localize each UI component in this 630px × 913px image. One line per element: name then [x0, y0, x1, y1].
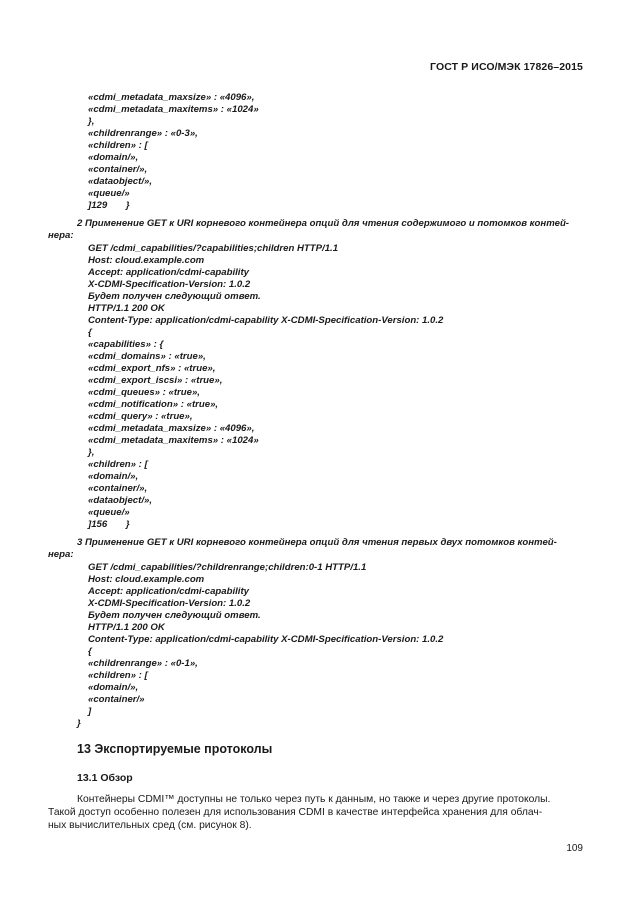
- code-line: Accept: application/cdmi-capability: [88, 586, 249, 597]
- code-line: GET /cdmi_capabilities/?childrenrange;children:0-1 HTTP/1.1: [88, 562, 367, 573]
- code-line: «domain/»,: [88, 682, 139, 693]
- subsection-title: 13.1 Обзор: [77, 772, 133, 784]
- code-line: Будет получен следующий ответ.: [88, 291, 261, 302]
- section-title: 13 Экспортируемые протоколы: [77, 742, 273, 756]
- code-line: Accept: application/cdmi-capability: [88, 267, 249, 278]
- code-line: Host: cloud.example.com: [88, 574, 205, 585]
- paragraph-line: Такой доступ особенно полезен для использования CDMI в качестве интерфейса хранения для облач-: [48, 807, 543, 818]
- note-2-line-1: 2 Применение GET к URI корневого контейнера опций для чтения содержимого и потомков контей-: [77, 218, 569, 229]
- code-line: «children» : [: [88, 459, 148, 470]
- document-header: ГОСТ Р ИСО/МЭК 17826–2015: [430, 61, 583, 73]
- code-line: X-CDMI-Specification-Version: 1.0.2: [88, 598, 251, 609]
- code-line: },: [88, 447, 95, 458]
- code-line: ]156 }: [88, 519, 130, 530]
- code-line: «dataobject/»,: [88, 176, 152, 187]
- code-line: HTTP/1.1 200 OK: [88, 303, 165, 314]
- code-line: «domain/»,: [88, 152, 139, 163]
- code-line: «cdmi_export_iscsi» : «true»,: [88, 375, 223, 386]
- code-line: «container/»: [88, 694, 145, 705]
- paragraph-line: ных вычислительных сред (см. рисунок 8).: [48, 820, 252, 831]
- code-line: «cdmi_metadata_maxsize» : «4096»,: [88, 92, 255, 103]
- code-line: «childrenrange» : «0-3»,: [88, 128, 198, 139]
- code-line: «container/»,: [88, 483, 148, 494]
- code-line: «queue/»: [88, 188, 130, 199]
- code-line: }: [77, 718, 81, 729]
- code-line: Host: cloud.example.com: [88, 255, 205, 266]
- paragraph-line: Контейнеры CDMI™ доступны не только через путь к данным, но также и через другие протоколы.: [77, 794, 551, 805]
- code-line: «dataobject/»,: [88, 495, 152, 506]
- code-line: Content-Type: application/cdmi-capability X-CDMI-Specification-Version: 1.0.2: [88, 315, 444, 326]
- code-line: «cdmi_metadata_maxitems» : «1024»: [88, 104, 259, 115]
- code-line: HTTP/1.1 200 OK: [88, 622, 165, 633]
- code-line: «childrenrange» : «0-1»,: [88, 658, 198, 669]
- code-line: },: [88, 116, 95, 127]
- code-line: «container/»,: [88, 164, 148, 175]
- code-line: «cdmi_metadata_maxitems» : «1024»: [88, 435, 259, 446]
- code-line: {: [88, 327, 92, 338]
- code-line: «cdmi_queues» : «true»,: [88, 387, 200, 398]
- code-line: «cdmi_query» : «true»,: [88, 411, 193, 422]
- code-line: ]129 }: [88, 200, 130, 211]
- note-3-line-2: нера:: [48, 549, 74, 560]
- page-number: 109: [566, 843, 583, 854]
- code-line: «queue/»: [88, 507, 130, 518]
- note-2-line-2: нера:: [48, 230, 74, 241]
- code-line: Content-Type: application/cdmi-capability X-CDMI-Specification-Version: 1.0.2: [88, 634, 444, 645]
- code-line: «children» : [: [88, 140, 148, 151]
- code-line: «cdmi_notification» : «true»,: [88, 399, 219, 410]
- code-line: «capabilities» : {: [88, 339, 164, 350]
- code-line: «cdmi_export_nfs» : «true»,: [88, 363, 216, 374]
- note-3-line-1: 3 Применение GET к URI корневого контейнера опций для чтения первых двух потомков контей-: [77, 537, 557, 548]
- code-line: «cdmi_metadata_maxsize» : «4096»,: [88, 423, 255, 434]
- code-line: GET /cdmi_capabilities/?capabilities;children HTTP/1.1: [88, 243, 339, 254]
- code-line: «domain/»,: [88, 471, 139, 482]
- code-line: Будет получен следующий ответ.: [88, 610, 261, 621]
- code-line: «children» : [: [88, 670, 148, 681]
- code-line: {: [88, 646, 92, 657]
- code-line: ]: [88, 706, 92, 717]
- code-line: X-CDMI-Specification-Version: 1.0.2: [88, 279, 251, 290]
- code-line: «cdmi_domains» : «true»,: [88, 351, 206, 362]
